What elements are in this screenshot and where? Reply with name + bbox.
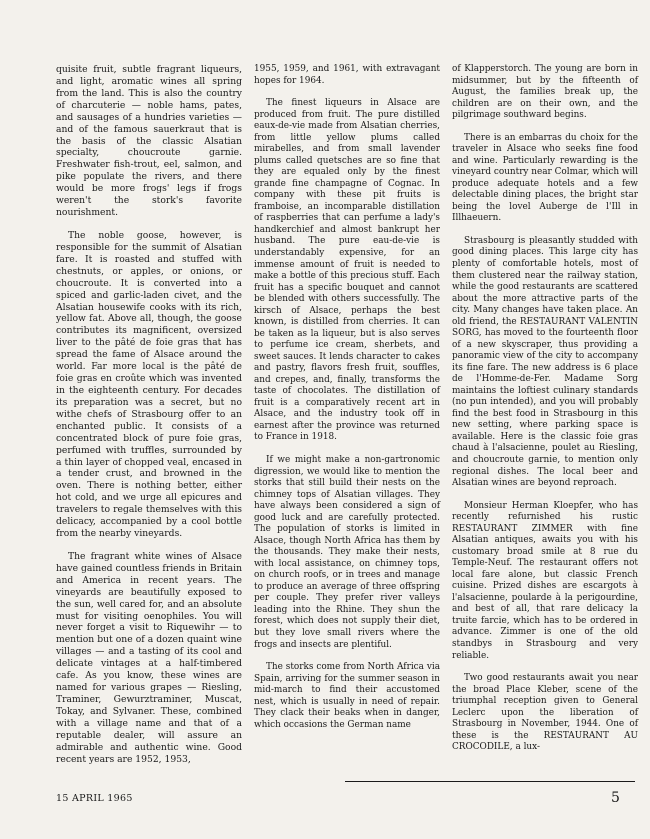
- paragraph: The fragrant white wines of Alsace have gained countless friends in Britain and America in recent years. The vineyards are beautifully exposed to the sun, well cared for, and an absolute must for visiting oenophiles. You will never forget a visit to Riquewihr — to mention but one of a dozen quaint wine villages — and a tasting of its cool and delicate vintages at a half-timbered cafe. As you know, these wines are named for various grapes — Riesling, Traminer, Gewurztraminer, Muscat, Tokay, and Sylvaner. These, combined with a village name and that of a reputable dealer, will assure an admirable and authentic wine. Good recent years are 1952, 1953,: [56, 550, 242, 765]
- paragraph: The noble goose, however, is responsible for the summit of Alsatian fare. It is roasted and stuffed with chestnuts, or apples, or onions, or choucroute. It is converted into a spiced and garlic-laden civet, and the Alsatian housewife cooks with its rich, yellow fat. Above all, though, the goose contributes its magnificent, oversized liver to the pâté de foie gras that has spread the fame of Alsace around the world. Far more local is the pâté de foie gras en croûte which was invented in the eighteenth century. For decades its preparation was a secret, but no withe chefs of Strasbourg offer to an enchanted public. It consists of a concentrated block of pure foie gras, perfumed with truffles, surrounded by a thin layer of chopped veal, encased in a tender crust, and browned in the oven. There is nothing better, either hot cold, and we urge all epicures and travelers to regale themselves with this delicacy, accompanied by a cool bottle from the nearby vineyards.: [56, 229, 242, 540]
- paragraph: There is an embarras du choix for the traveler in Alsace who seeks fine food and wine. Particularly rewarding is the vineyard country near Colmar, which will produce adequate hotels and a few delectable dining places, the bright star being the lovel Auberge de l'Ill in Illhaeuern.: [452, 132, 638, 224]
- paragraph: If we might make a non-gartronomic digression, we would like to mention the storks that still build their nests on the chimney tops of Alsatian villages. They have always been considered a sign of good luck and are carefully protected. The population of storks is limited in Alsace, though North Africa has them by the thousands. They make their nests, with local assistance, on chimney tops, on church roofs, or in trees and manage to produce an average of three offspring per couple. They prefer river valleys leading into the Rhine. They shun the forest, which does not supply their diet, but they love small rivers where the frogs and insects are plentiful.: [254, 455, 440, 650]
- text-column-3: [452, 64, 638, 765]
- paragraph: Strasbourg is pleasantly studded with good dining places. This large city has plenty of comfortable hotels, most of them clustered near the railway station, while the good restaurants are scattered about the more attractive parts of the city. Many changes have taken place. An old friend, the RESTAURANT VALENTIN SORG, has moved to the fourteenth floor of a new skyscraper, thus providing a panoramic view of the city to accompany its fine fare. The new address is 6 place de l'Homme-de-Fer. Madame Sorg maintains the loftiest culinary standards (no pun intended), and you will probably find the best food in Strasbourg in this new setting, where parking space is available. Here is the classic foie gras chaud à l'alsacienne, poulet au Riesling, and choucroute garnie, to mention only regional dishes. The local beer and Alsatian wines are beyond reproach.: [452, 235, 638, 489]
- text-column-1: [56, 64, 242, 777]
- text-column-2: [254, 64, 440, 742]
- page-number: 5: [611, 790, 620, 806]
- paragraph: The storks come from North Africa via Spain, arriving for the summer season in mid-march to find their accustomed nest, which is usually in need of repair. They clack their beaks when in danger, which occasions the German name: [254, 662, 440, 730]
- paragraph: The finest liqueurs in Alsace are produced from fruit. The pure distilled eaux-de-vie made from Alsatian cherries, from little yellow plums called mirabelles, and from small lavender plums called quetsches are so fine that they are equaled only by the finest grande fine champagne of Cognac. In company with these pit fruits is framboise, an incomparable distillation of raspberries that can perfume a lady's handkerchief and almost bankrupt her husband. The pure eau-de-vie is understandably expensive, for an immense amount of fruit is needed to make a bottle of this precious stuff. Each fruit has a specific bouquet and cannot be blended with others successfully. The kirsch of Alsace, perhaps the best known, is distilled from cherries. It can be taken as la liqueur, but is also serves to perfume ice cream, sherbets, and sweet sauces. It lends character to cakes and pastry, flavors fresh fruit, souffles, and crepes, and, finally, transforms the taste of chocolates. The distillation of fruit is a comparatively recent art in Alsace, and the industry took off in earnest after the province was returned to France in 1918.: [254, 98, 440, 443]
- paragraph: Two good restaurants await you near the broad Place Kleber, scene of the triumphal reception given to General Leclerc upon the liberation of Strasbourg in November, 1944. One of these is the RESTAURANT AU CROCODILE, a lux-: [452, 673, 638, 753]
- footer-date: 15 APRIL 1965: [56, 793, 133, 804]
- paragraph: quisite fruit, subtle fragrant liqueurs, and light, aromatic wines all spring from the land. This is also the country of charcuterie — noble hams, pates, and sausages of a hundries varieties — and of the famous sauerkraut that is the basis of the classic Alsatian specialty, choucroute garnie. Freshwater fish-trout, eel, salmon, and pike populate the rivers, and there would be more frogs' legs if frogs weren't the stork's favorite nourishment.: [56, 64, 242, 219]
- paragraph: 1955, 1959, and 1961, with extravagant hopes for 1964.: [254, 64, 440, 86]
- paragraph: of Klapperstorch. The young are born in midsummer, but by the fifteenth of August, the families break up, the children are on their own, and the pilgrimage southward begins.: [452, 64, 638, 121]
- paragraph: Monsieur Herman Kloepfer, who has recently refurnished his rustic RESTAURANT ZIMMER with fine Alsatian antiques, awaits you with his customary broad smile at 8 rue du Temple-Neuf. The restaurant offers not local fare alone, but classic French cuisine. Prized dishes are escargots à l'alsacienne, poularde à la perigourdine, and best of all, that rare delicacy la truite farcie, which has to be ordered in advance. Zimmer is one of the old standbys in Strasbourg and very reliable.: [452, 500, 638, 661]
- footer-rule: [345, 781, 635, 782]
